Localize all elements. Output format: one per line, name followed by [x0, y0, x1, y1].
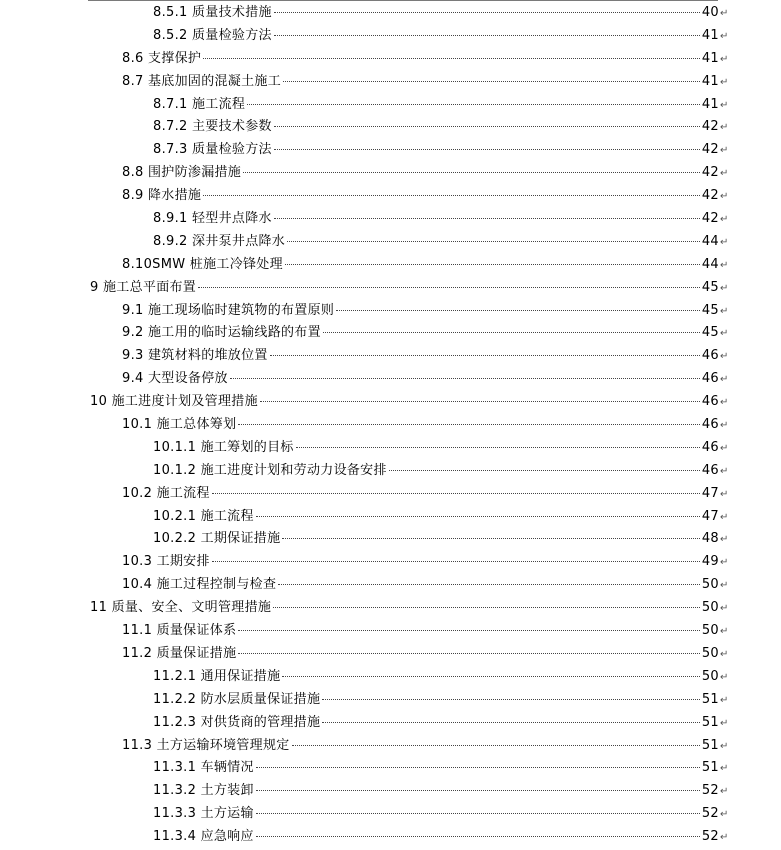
dot-leader [203, 194, 700, 196]
toc-entry-page-number: 46 [701, 439, 719, 455]
paragraph-mark-icon: ↵ [720, 763, 729, 775]
toc-entry-line [153, 506, 719, 529]
toc-entry-title: 10.2 施工流程 [122, 485, 210, 501]
toc-entry-title: 11.2.3 对供货商的管理措施 [153, 714, 321, 730]
toc-entry-page-number: 42 [701, 142, 719, 158]
toc-entry-title: 10.1 施工总体筹划 [122, 417, 237, 433]
toc-entry-line [153, 666, 719, 689]
toc-entry[interactable] [0, 437, 781, 460]
dot-leader [292, 744, 700, 746]
paragraph-mark-icon: ↵ [720, 328, 729, 340]
toc-entry-title: 11.1 质量保证体系 [122, 623, 237, 639]
dot-leader [278, 583, 700, 585]
toc-entry-title: 8.8 围护防渗漏措施 [122, 165, 242, 181]
toc-entry-line [153, 803, 719, 826]
toc-entry-title: 11.2.2 防水层质量保证措施 [153, 691, 321, 707]
toc-entry-page-number: 45 [701, 302, 719, 318]
toc-entry[interactable] [0, 460, 781, 483]
paragraph-mark-icon: ↵ [720, 671, 729, 683]
paragraph-mark-icon: ↵ [720, 8, 729, 19]
toc-entry-line [122, 71, 719, 94]
toc-entry-line [90, 597, 719, 620]
toc-entry-title: 8.7.2 主要技术参数 [153, 119, 272, 135]
toc-entry-line [122, 162, 719, 185]
toc-entry-page-number: 50 [701, 668, 719, 684]
toc-entry[interactable] [0, 48, 781, 71]
toc-entry-line [153, 460, 719, 483]
toc-entry-line [153, 780, 719, 803]
toc-entry-title: 8.5.1 质量技术措施 [153, 5, 272, 20]
toc-entry-page-number: 51 [701, 737, 719, 753]
paragraph-mark-icon: ↵ [720, 580, 729, 592]
paragraph-mark-icon: ↵ [720, 53, 729, 65]
toc-entry-title: 9.1 施工现场临时建筑物的布置原则 [122, 302, 335, 318]
toc-entry-line [122, 551, 719, 574]
paragraph-mark-icon: ↵ [720, 236, 729, 248]
toc-entry[interactable] [0, 2, 781, 25]
dot-leader [238, 652, 699, 654]
toc-entry-page-number: 47 [701, 485, 719, 501]
toc-entry[interactable] [0, 528, 781, 551]
toc-entry-page-number: 48 [701, 531, 719, 547]
toc-entry-title: 10.2.2 工期保证措施 [153, 531, 281, 547]
toc-entry-page-number: 50 [701, 623, 719, 639]
dot-leader [270, 354, 700, 356]
toc-entry-line [122, 414, 719, 437]
toc-entry-line [153, 437, 719, 460]
toc-entry-page-number: 52 [701, 829, 719, 845]
toc-entry-page-number: 50 [701, 600, 719, 616]
toc-entry-title: 10.4 施工过程控制与检查 [122, 577, 277, 593]
dot-leader [274, 217, 700, 219]
dot-leader [274, 11, 700, 13]
toc-entry[interactable] [0, 826, 781, 849]
toc-entry-page-number: 50 [701, 577, 719, 593]
toc-entry-page-number: 46 [701, 394, 719, 410]
toc-entry-line [153, 116, 719, 139]
dot-leader [296, 446, 700, 448]
toc-entry-page-number: 44 [701, 256, 719, 272]
toc-entry-line [153, 139, 719, 162]
toc-entry[interactable] [0, 414, 781, 437]
toc-entry[interactable] [0, 368, 781, 391]
toc-entry[interactable] [0, 712, 781, 735]
toc-entry-line [153, 208, 719, 231]
dot-leader [285, 263, 700, 265]
toc-entry-page-number: 41 [701, 50, 719, 66]
paragraph-mark-icon: ↵ [720, 305, 729, 317]
toc-entry-title: 11.3 土方运输环境管理规定 [122, 737, 290, 753]
toc-entry-line [90, 277, 719, 300]
toc-entry[interactable] [0, 620, 781, 643]
dot-leader [322, 698, 700, 700]
dot-leader [273, 606, 700, 608]
toc-entry-page-number: 41 [701, 73, 719, 89]
dot-leader [274, 34, 700, 36]
dot-leader [230, 377, 700, 379]
toc-entry-line [153, 231, 719, 254]
toc-entry-title: 11.2.1 通用保证措施 [153, 668, 281, 684]
toc-entry[interactable] [0, 139, 781, 162]
dot-leader [256, 835, 700, 837]
toc-entry-page-number: 52 [701, 783, 719, 799]
paragraph-mark-icon: ↵ [720, 30, 729, 42]
toc-entry[interactable] [0, 551, 781, 574]
toc-entry-line [122, 185, 719, 208]
toc-entry-page-number: 41 [701, 27, 719, 43]
toc-entry-title: 11.3.4 应急响应 [153, 829, 254, 845]
dot-leader [256, 812, 700, 814]
toc-entry-line [153, 94, 719, 117]
dot-leader [274, 125, 700, 127]
dot-leader [247, 103, 700, 105]
toc-entry[interactable] [0, 597, 781, 620]
toc-entry-line [122, 735, 719, 758]
toc-entry-title: 9 施工总平面布置 [90, 279, 197, 295]
toc-entry[interactable] [0, 208, 781, 231]
toc-entry-title: 11.3.1 车辆情况 [153, 760, 254, 776]
toc-entry-title: 8.6 支撑保护 [122, 50, 202, 66]
dot-leader [283, 80, 700, 82]
toc-entry[interactable] [0, 643, 781, 666]
paragraph-mark-icon: ↵ [720, 259, 729, 271]
toc-entry[interactable] [0, 231, 781, 254]
toc-entry-page-number: 45 [701, 325, 719, 341]
toc-entry-page-number: 51 [701, 760, 719, 776]
toc-entry-page-number: 46 [701, 417, 719, 433]
paragraph-mark-icon: ↵ [720, 603, 729, 615]
toc-entry-line [153, 2, 719, 25]
toc-entry-title: 8.9.1 轻型井点降水 [153, 211, 272, 227]
toc-entry[interactable] [0, 689, 781, 712]
paragraph-mark-icon: ↵ [720, 351, 729, 363]
toc-entry-title: 8.9.2 深井泵井点降水 [153, 233, 286, 249]
toc-entry[interactable] [0, 277, 781, 300]
toc-entry-page-number: 40 [701, 5, 719, 20]
toc-entry-title: 10.1.2 施工进度计划和劳动力设备安排 [153, 462, 387, 478]
toc-entry-page-number: 51 [701, 691, 719, 707]
toc-entry-page-number: 47 [701, 508, 719, 524]
toc-entry[interactable] [0, 254, 781, 277]
toc-entry[interactable] [0, 735, 781, 758]
toc-entry-page-number: 46 [701, 462, 719, 478]
paragraph-mark-icon: ↵ [720, 534, 729, 546]
toc-entry-line [122, 254, 719, 277]
paragraph-mark-icon: ↵ [720, 809, 729, 821]
dot-leader [282, 537, 699, 539]
toc-entry-line [153, 25, 719, 48]
dot-leader [198, 286, 700, 288]
paragraph-mark-icon: ↵ [720, 282, 729, 294]
paragraph-mark-icon: ↵ [720, 76, 729, 88]
toc-entry-title: 11.3.2 土方装卸 [153, 783, 254, 799]
dot-leader [203, 57, 700, 59]
toc-entry[interactable] [0, 322, 781, 345]
paragraph-mark-icon: ↵ [720, 465, 729, 477]
table-of-contents [0, 2, 781, 849]
toc-entry[interactable] [0, 391, 781, 414]
toc-entry-line [122, 643, 719, 666]
paragraph-mark-icon: ↵ [720, 488, 729, 500]
toc-entry[interactable] [0, 483, 781, 506]
toc-entry-line [153, 757, 719, 780]
top-rule [88, 0, 718, 1]
paragraph-mark-icon: ↵ [720, 397, 729, 409]
toc-entry[interactable] [0, 185, 781, 208]
toc-entry-title: 11 质量、安全、文明管理措施 [90, 600, 272, 616]
paragraph-mark-icon: ↵ [720, 626, 729, 638]
paragraph-mark-icon: ↵ [720, 786, 729, 798]
dot-leader [389, 469, 700, 471]
toc-entry-page-number: 42 [701, 165, 719, 181]
toc-entry[interactable] [0, 116, 781, 139]
toc-entry[interactable] [0, 345, 781, 368]
paragraph-mark-icon: ↵ [720, 717, 729, 729]
toc-entry[interactable] [0, 666, 781, 689]
dot-leader [260, 400, 700, 402]
toc-entry-line [153, 528, 719, 551]
paragraph-mark-icon: ↵ [720, 694, 729, 706]
dot-leader [274, 148, 700, 150]
toc-entry-title: 10.2.1 施工流程 [153, 508, 254, 524]
toc-entry[interactable] [0, 94, 781, 117]
dot-leader [282, 675, 699, 677]
toc-entry[interactable] [0, 803, 781, 826]
dot-leader [212, 492, 700, 494]
toc-entry-line [122, 368, 719, 391]
toc-entry-title: 10.1.1 施工筹划的目标 [153, 439, 294, 455]
paragraph-mark-icon: ↵ [720, 99, 729, 111]
toc-entry-page-number: 49 [701, 554, 719, 570]
dot-leader [212, 560, 700, 562]
paragraph-mark-icon: ↵ [720, 168, 729, 180]
toc-entry-line [153, 689, 719, 712]
toc-entry-title: 8.10SMW 桩施工冷锋处理 [122, 256, 283, 272]
toc-entry[interactable] [0, 162, 781, 185]
toc-entry-page-number: 42 [701, 188, 719, 204]
paragraph-mark-icon: ↵ [720, 145, 729, 157]
dot-leader [238, 629, 699, 631]
dot-leader [256, 766, 700, 768]
paragraph-mark-icon: ↵ [720, 214, 729, 226]
toc-entry[interactable] [0, 25, 781, 48]
toc-entry-title: 9.3 建筑材料的堆放位置 [122, 348, 268, 364]
paragraph-mark-icon: ↵ [720, 557, 729, 569]
paragraph-mark-icon: ↵ [720, 191, 729, 203]
toc-entry-title: 8.5.2 质量检验方法 [153, 27, 272, 43]
toc-entry-title: 10.3 工期安排 [122, 554, 210, 570]
toc-entry-title: 11.2 质量保证措施 [122, 645, 237, 661]
paragraph-mark-icon: ↵ [720, 832, 729, 844]
paragraph-mark-icon: ↵ [720, 374, 729, 386]
paragraph-mark-icon: ↵ [720, 648, 729, 660]
toc-entry-title: 8.9 降水措施 [122, 188, 202, 204]
toc-entry-line [90, 391, 719, 414]
dot-leader [238, 423, 699, 425]
toc-entry-line [122, 345, 719, 368]
dot-leader [336, 309, 700, 311]
toc-entry-line [122, 48, 719, 71]
toc-entry-page-number: 46 [701, 348, 719, 364]
toc-entry-line [122, 574, 719, 597]
toc-entry[interactable] [0, 506, 781, 529]
toc-entry-page-number: 44 [701, 233, 719, 249]
paragraph-mark-icon: ↵ [720, 511, 729, 523]
toc-entry-line [122, 300, 719, 323]
toc-entry-line [122, 483, 719, 506]
toc-entry-page-number: 42 [701, 119, 719, 135]
toc-entry-title: 8.7.3 质量检验方法 [153, 142, 272, 158]
toc-entry-title: 9.2 施工用的临时运输线路的布置 [122, 325, 321, 341]
toc-entry-line [122, 620, 719, 643]
toc-entry-page-number: 46 [701, 371, 719, 387]
toc-entry[interactable] [0, 780, 781, 803]
toc-entry-title: 10 施工进度计划及管理措施 [90, 394, 258, 410]
toc-entry-title: 8.7 基底加固的混凝土施工 [122, 73, 282, 89]
toc-entry-title: 9.4 大型设备停放 [122, 371, 228, 387]
toc-entry-page-number: 42 [701, 211, 719, 227]
dot-leader [323, 331, 700, 333]
dot-leader [256, 515, 700, 517]
paragraph-mark-icon: ↵ [720, 740, 729, 752]
dot-leader [256, 789, 700, 791]
paragraph-mark-icon: ↵ [720, 420, 729, 432]
toc-entry[interactable] [0, 757, 781, 780]
toc-entry-page-number: 51 [701, 714, 719, 730]
toc-entry-line [153, 826, 719, 849]
toc-entry[interactable] [0, 574, 781, 597]
toc-entry-page-number: 50 [701, 645, 719, 661]
dot-leader [322, 721, 700, 723]
toc-entry-page-number: 41 [701, 96, 719, 112]
toc-entry-line [153, 712, 719, 735]
toc-entry-title: 8.7.1 施工流程 [153, 96, 246, 112]
paragraph-mark-icon: ↵ [720, 442, 729, 454]
paragraph-mark-icon: ↵ [720, 122, 729, 134]
toc-entry-page-number: 52 [701, 806, 719, 822]
dot-leader [287, 240, 700, 242]
toc-entry-page-number: 45 [701, 279, 719, 295]
toc-entry[interactable] [0, 300, 781, 323]
toc-entry-line [122, 322, 719, 345]
dot-leader [243, 171, 700, 173]
toc-entry[interactable] [0, 71, 781, 94]
toc-entry-title: 11.3.3 土方运输 [153, 806, 254, 822]
